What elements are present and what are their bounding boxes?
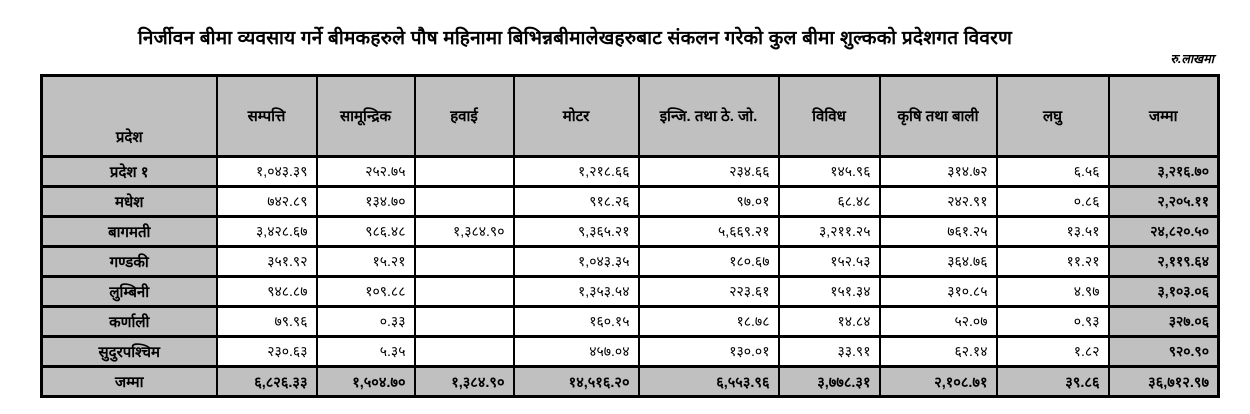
column-header: सम्पत्ति xyxy=(217,76,317,157)
value-cell: २४,८२०.५० xyxy=(1109,217,1219,247)
value-cell xyxy=(415,157,514,187)
table-row xyxy=(42,247,1219,277)
value-cell: २,१०८.७१ xyxy=(880,367,997,397)
value-cell: १८०.६७ xyxy=(639,247,779,277)
value-cell: ३५१.९२ xyxy=(217,247,317,277)
value-cell: १,३८४.९० xyxy=(415,217,514,247)
column-header: मोटर xyxy=(514,76,639,157)
value-cell: २२३.६१ xyxy=(639,277,779,307)
column-header: कृषि तथा बाली xyxy=(880,76,997,157)
value-cell: ६,५५३.९६ xyxy=(639,367,779,397)
value-cell: १,२१८.६६ xyxy=(514,157,639,187)
province-cell: गण्डकी xyxy=(42,247,217,277)
value-cell: १,५०४.७० xyxy=(317,367,415,397)
value-cell: २५२.७५ xyxy=(317,157,415,187)
table-row xyxy=(42,307,1219,337)
value-cell: ११.२१ xyxy=(997,247,1109,277)
value-cell: २,११९.६४ xyxy=(1109,247,1219,277)
table-row xyxy=(42,157,1219,187)
value-cell: १,३५३.५४ xyxy=(514,277,639,307)
value-cell: २३४.६६ xyxy=(639,157,779,187)
table-row xyxy=(42,217,1219,247)
value-cell: १३०.०१ xyxy=(639,337,779,367)
value-cell: ७९.९६ xyxy=(217,307,317,337)
value-cell: १५२.५३ xyxy=(779,247,880,277)
value-cell: १८.७८ xyxy=(639,307,779,337)
value-cell: ५.३५ xyxy=(317,337,415,367)
premium-by-province-table xyxy=(40,74,1220,398)
value-cell xyxy=(415,187,514,217)
column-header: सामून्द्रिक xyxy=(317,76,415,157)
value-cell: ३,२११.२५ xyxy=(779,217,880,247)
value-cell: १५.२१ xyxy=(317,247,415,277)
value-cell: ३,२१६.७० xyxy=(1109,157,1219,187)
value-cell: ७४२.८९ xyxy=(217,187,317,217)
value-cell: ३९.८६ xyxy=(997,367,1109,397)
column-header: इन्जि. तथा ठे. जो. xyxy=(639,76,779,157)
value-cell: २,२०५.११ xyxy=(1109,187,1219,217)
value-cell: ३२७.०६ xyxy=(1109,307,1219,337)
value-cell: ३१०.८५ xyxy=(880,277,997,307)
value-cell: १६०.१५ xyxy=(514,307,639,337)
value-cell: ५,६६९.२१ xyxy=(639,217,779,247)
value-cell: ९,३६५.२१ xyxy=(514,217,639,247)
value-cell: ९८६.४८ xyxy=(317,217,415,247)
province-cell: मधेश xyxy=(42,187,217,217)
value-cell: ३,७७८.३१ xyxy=(779,367,880,397)
value-cell: ९२०.९० xyxy=(1109,337,1219,367)
value-cell: ०.९३ xyxy=(997,307,1109,337)
value-cell: ०.८६ xyxy=(997,187,1109,217)
value-cell: १४.८४ xyxy=(779,307,880,337)
value-cell xyxy=(415,307,514,337)
value-cell: १,३८४.९० xyxy=(415,367,514,397)
value-cell: ३३.९१ xyxy=(779,337,880,367)
value-cell: ६.५६ xyxy=(997,157,1109,187)
value-cell: ३६४.७६ xyxy=(880,247,997,277)
value-cell: ९७.०१ xyxy=(639,187,779,217)
province-cell: बागमती xyxy=(42,217,217,247)
value-cell: ६,८२६.३३ xyxy=(217,367,317,397)
total-row xyxy=(42,367,1219,397)
value-cell: १४५.९६ xyxy=(779,157,880,187)
header-row xyxy=(42,76,1219,157)
unit-note: रु.लाखमा xyxy=(1170,52,1214,66)
value-cell: २३०.६३ xyxy=(217,337,317,367)
table-row xyxy=(42,337,1219,367)
value-cell: १३४.७० xyxy=(317,187,415,217)
province-cell: लुम्बिनी xyxy=(42,277,217,307)
column-header: हवाई xyxy=(415,76,514,157)
province-cell: सुदुरपश्चिम xyxy=(42,337,217,367)
value-cell: ३६,७१२.९७ xyxy=(1109,367,1219,397)
value-cell: ३,१०३.०६ xyxy=(1109,277,1219,307)
province-cell: कर्णाली xyxy=(42,307,217,337)
value-cell: ७६१.२५ xyxy=(880,217,997,247)
value-cell: ३१४.७२ xyxy=(880,157,997,187)
value-cell: १०९.८८ xyxy=(317,277,415,307)
value-cell: १३.५१ xyxy=(997,217,1109,247)
value-cell: १,०४३.३९ xyxy=(217,157,317,187)
value-cell: ५२.०७ xyxy=(880,307,997,337)
value-cell: ६८.४८ xyxy=(779,187,880,217)
value-cell: ९४८.८७ xyxy=(217,277,317,307)
column-header: विविध xyxy=(779,76,880,157)
province-cell: प्रदेश १ xyxy=(42,157,217,187)
table-row xyxy=(42,187,1219,217)
value-cell: ९१८.२६ xyxy=(514,187,639,217)
value-cell: ४.९७ xyxy=(997,277,1109,307)
value-cell xyxy=(415,337,514,367)
value-cell: ६२.१४ xyxy=(880,337,997,367)
value-cell: १,०४३.३५ xyxy=(514,247,639,277)
page-title: निर्जीवन बीमा व्यवसाय गर्ने बीमकहरुले पौष महिनामा बिभिन्नबीमालेखहरुबाट संकलन गरेको कुल बीमा शुल्कको प्रदेशगत विवरण xyxy=(137,28,1013,49)
value-cell: १.८२ xyxy=(997,337,1109,367)
value-cell: ४५७.०४ xyxy=(514,337,639,367)
column-header: लघु xyxy=(997,76,1109,157)
value-cell: २४२.९१ xyxy=(880,187,997,217)
province-cell: जम्मा xyxy=(42,367,217,397)
value-cell xyxy=(415,277,514,307)
column-header-province: प्रदेश xyxy=(42,76,217,157)
value-cell: ०.३३ xyxy=(317,307,415,337)
table-row xyxy=(42,277,1219,307)
value-cell: ३,४२८.६७ xyxy=(217,217,317,247)
value-cell xyxy=(415,247,514,277)
column-header: जम्मा xyxy=(1109,76,1219,157)
value-cell: १४,५१६.२० xyxy=(514,367,639,397)
value-cell: १५१.३४ xyxy=(779,277,880,307)
